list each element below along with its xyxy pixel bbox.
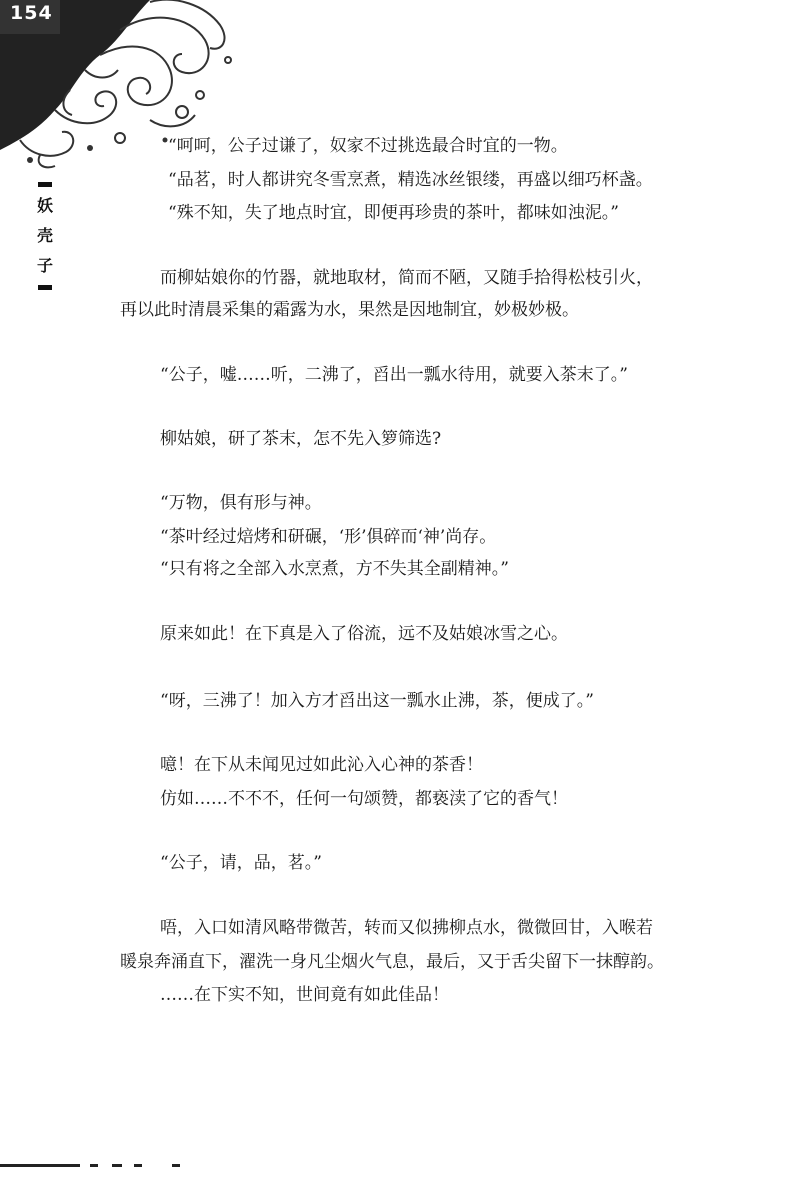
side-title xyxy=(30,178,60,294)
text-line: “公子，请，品，茗。” xyxy=(160,853,322,873)
text-line: 再以此时清晨采集的霜露为水，果然是因地制宜，妙极妙极。 xyxy=(120,300,579,320)
side-title-char: 妖 xyxy=(36,196,53,215)
page-number: 154 xyxy=(10,2,53,24)
footer-rule-dash xyxy=(172,1164,180,1167)
footer-rule xyxy=(0,1164,80,1167)
text-line: “殊不知，失了地点时宜，即便再珍贵的茶叶，都味如浊泥。” xyxy=(168,203,619,223)
text-line: 唔，入口如清风略带微苦，转而又似拂柳点水，微微回甘，入喉若 xyxy=(160,918,653,938)
text-line: “万物，俱有形与神。 xyxy=(160,493,322,513)
text-line: “茶叶经过焙烤和研碾，‘形’俱碎而‘神’尚存。 xyxy=(160,527,497,547)
side-title-char: 壳 xyxy=(36,226,53,245)
text-line: “呵呵，公子过谦了，奴家不过挑选最合时宜的一物。 xyxy=(168,136,568,156)
text-line: ……在下实不知，世间竟有如此佳品！ xyxy=(160,985,449,1005)
text-line: “呀，三沸了！加入方才舀出这一瓢水止沸，茶，便成了。” xyxy=(160,691,594,711)
text-line: 仿如……不不不，任何一句颂赞，都亵渎了它的香气！ xyxy=(160,789,568,809)
text-line: “品茗，时人都讲究冬雪烹煮，精选冰丝银缕，再盛以细巧杯盏。 xyxy=(168,170,653,190)
text-line: 原来如此！在下真是入了俗流，远不及姑娘冰雪之心。 xyxy=(160,624,568,644)
text-line: 柳姑娘，研了茶末，怎不先入箩筛选? xyxy=(160,429,442,449)
footer-rule-dash xyxy=(90,1164,98,1167)
text-line: 噫！在下从未闻见过如此沁入心神的茶香！ xyxy=(160,755,483,775)
text-line: “公子，嘘……听，二沸了，舀出一瓢水待用，就要入茶末了。” xyxy=(160,365,628,385)
footer-rule-dash xyxy=(112,1164,122,1167)
text-line: 而柳姑娘你的竹器，就地取材，简而不陋，又随手拾得松枝引火， xyxy=(160,268,653,288)
side-title-bottom-bar xyxy=(38,285,52,290)
text-line: “只有将之全部入水烹煮，方不失其全副精神。” xyxy=(160,559,509,579)
side-title-char: 子 xyxy=(36,256,53,275)
footer-rule-dash xyxy=(134,1164,142,1167)
text-line: 暖泉奔涌直下，濯洗一身凡尘烟火气息，最后，又于舌尖留下一抹醇韵。 xyxy=(120,952,664,972)
side-title-top-bar xyxy=(38,182,52,187)
